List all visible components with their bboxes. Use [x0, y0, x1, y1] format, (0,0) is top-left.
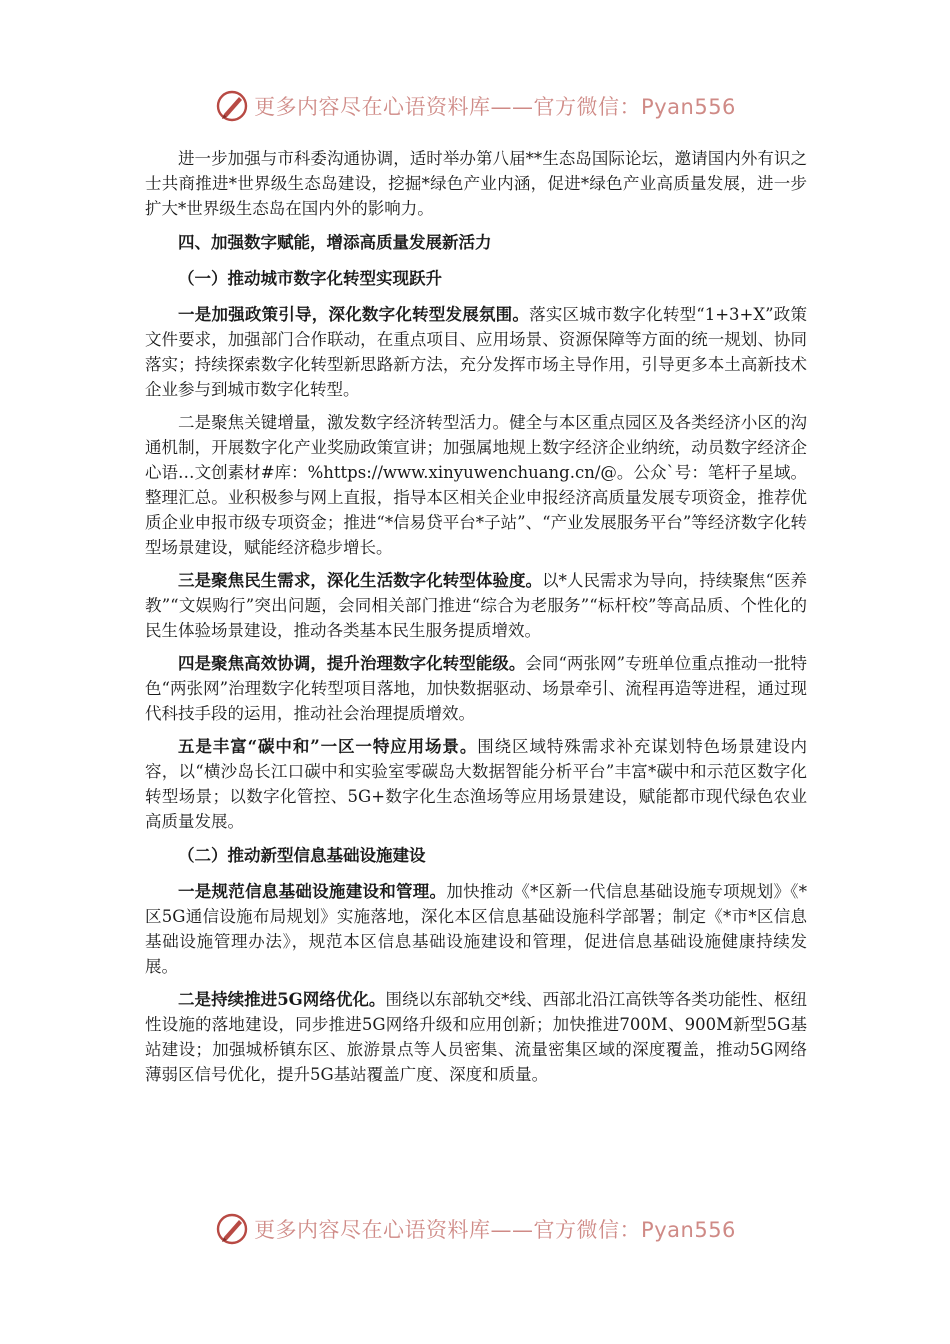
paragraph: 一是加强政策引导，深化数字化转型发展氛围。落实区城市数字化转型“1+3+X”政策文件要求，加强部门合作联动，在重点项目、应用场景、资源保障等方面的统一规划、协同落实；持续探索数字化转型新思路新方法，充分发挥市场主导作用，引导更多本土高新技术企业参与到城市数字化转型。	[145, 305, 808, 399]
paragraph: 四是聚焦高效协调，提升治理数字化转型能级。会同“两张网”专班单位重点推动一批特色“两张网”治理数字化转型项目落地，加快数据驱动、场景牵引、流程再造等进程，通过现代科技手段的运用，推动社会治理提质增效。	[145, 654, 808, 723]
paragraph-lead: 一是加强政策引导，深化数字化转型发展氛围。	[178, 305, 530, 324]
paragraph-lead: 四是聚焦高效协调，提升治理数字化转型能级。	[178, 654, 526, 673]
paragraph: 进一步加强与市科委沟通协调，适时举办第八届**生态岛国际论坛，邀请国内外有识之士共商推进*世界级生态岛建设，挖掘*绿色产业内涵，促进*绿色产业高质量发展，进一步扩大*世界级生态岛在国内外的影响力。	[145, 149, 807, 218]
section-heading: 四、加强数字赋能，增添高质量发展新活力	[178, 233, 492, 252]
pen-seal-logo-icon	[214, 88, 250, 124]
paragraph: 二是持续推进5G网络优化。围绕以东部轨交*线、西部北沿江高铁等各类功能性、枢纽性设施的落地建设，同步推进5G网络升级和应用创新；加快推进700M、900M新型5G基站建设；加强城桥镇东区、旅游景点等人员密集、流量密集区域的深度覆盖，推动5G网络薄弱区信号优化，提升5G基站覆盖广度、深度和质量。	[145, 990, 807, 1084]
document-body	[145, 146, 807, 1095]
header-banner-text: 更多内容尽在心语资料库——官方微信：Pyan556	[254, 95, 736, 119]
paragraph: 一是规范信息基础设施建设和管理。加快推动《*区新一代信息基础设施专项规划》《*区5G通信设施布局规划》实施落地，深化本区信息基础设施科学部署；制定《*市*区信息基础设施管理办法》，规范本区信息基础设施建设和管理，促进信息基础设施健康持续发展。	[145, 882, 808, 976]
footer-banner-text: 更多内容尽在心语资料库——官方微信：Pyan556	[254, 1218, 736, 1242]
subsection-heading: （二）推动新型信息基础设施建设	[178, 846, 426, 865]
footer-watermark-banner	[0, 1209, 950, 1249]
paragraph: 三是聚焦民生需求，深化生活数字化转型体验度。以*人民需求为导向，持续聚焦“医养教”“文娱购行”突出问题，会同相关部门推进“综合为老服务”“标杆校”等高品质、个性化的民生体验场景建设，推动各类基本民生服务提质增效。	[145, 571, 808, 640]
paragraph-lead: 五是丰富“碳中和”一区一特应用场景。	[178, 737, 478, 756]
header-watermark-banner	[0, 86, 950, 126]
paragraph: 五是丰富“碳中和”一区一特应用场景。围绕区域特殊需求补充谋划特色场景建设内容，以“横沙岛长江口碳中和实验室零碳岛大数据智能分析平台”丰富*碳中和示范区数字化转型场景；以数字化管控、5G+数字化生态渔场等应用场景建设，赋能都市现代绿色农业高质量发展。	[145, 737, 808, 831]
paragraph-lead: 一是规范信息基础设施建设和管理。	[178, 882, 447, 901]
subsection-heading: （一）推动城市数字化转型实现跃升	[178, 269, 442, 288]
pen-seal-logo-icon	[214, 1211, 250, 1247]
paragraph-lead: 二是持续推进5G网络优化。	[178, 990, 386, 1009]
paragraph: 二是聚焦关键增量，激发数字经济转型活力。健全与本区重点园区及各类经济小区的沟通机制，开展数字化产业奖励政策宣讲；加强属地规上数字经济企业纳统，动员数字经济企心语…文创素材#库：%https://www.xinyuwenchuang.cn/@。公众`号：笔杆子星域。整理汇总。业积极参与网上直报，指导本区相关企业申报经济高质量发展专项资金，推荐优质企业申报市级专项资金；推进“*信易贷平台*子站”、“产业发展服务平台”等经济数字化转型场景建设，赋能经济稳步增长。	[145, 413, 807, 557]
paragraph-lead: 三是聚焦民生需求，深化生活数字化转型体验度。	[178, 571, 543, 590]
